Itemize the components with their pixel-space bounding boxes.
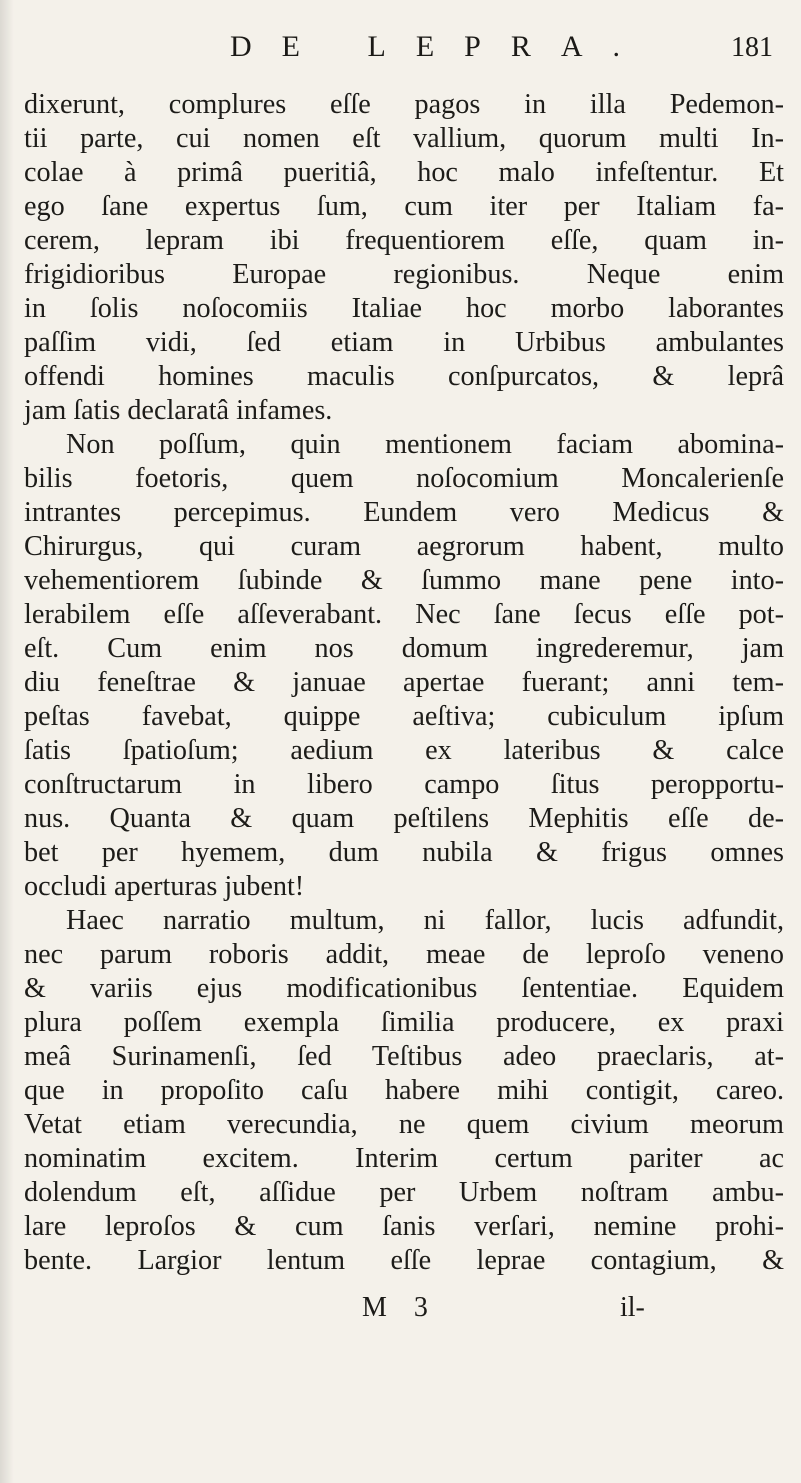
text-line: lerabilem eſſe aſſeverabant. Nec ſane ſecus eſſe pot- bbox=[24, 599, 784, 630]
text-line: in ſolis noſocomiis Italiae hoc morbo laborantes bbox=[24, 293, 784, 324]
text-line: meâ Surinamenſi, ſed Teſtibus adeo praeclaris, at- bbox=[24, 1041, 784, 1072]
text-line: intrantes percepimus. Eundem vero Medicus & bbox=[24, 497, 784, 528]
catchline bbox=[0, 1292, 801, 1328]
text-line: nus. Quanta & quam peſtilens Mephitis eſſe de- bbox=[24, 803, 784, 834]
text-line: plura poſſem exempla ſimilia producere, ex praxi bbox=[24, 1007, 784, 1038]
text-line: Non poſſum, quin mentionem faciam abomina- bbox=[66, 429, 784, 460]
text-line: bilis foetoris, quem noſocomium Moncalerienſe bbox=[24, 463, 784, 494]
text-line: Chirurgus, qui curam aegrorum habent, multo bbox=[24, 531, 784, 562]
text-line: paſſim vidi, ſed etiam in Urbibus ambulantes bbox=[24, 327, 784, 358]
text-line: occludi aperturas jubent! bbox=[24, 871, 305, 902]
text-line: Haec narratio multum, ni fallor, lucis adfundit, bbox=[66, 905, 784, 936]
text-line: dixerunt, complures eſſe pagos in illa Pedemon- bbox=[24, 89, 784, 120]
text-line: frigidioribus Europae regionibus. Neque enim bbox=[24, 259, 784, 290]
text-line: bet per hyemem, dum nubila & frigus omnes bbox=[24, 837, 784, 868]
page-number: 181 bbox=[731, 32, 773, 63]
text-line: peſtas favebat, quippe aeſtiva; cubiculum ipſum bbox=[24, 701, 784, 732]
text-line: nominatim excitem. Interim certum pariter ac bbox=[24, 1143, 784, 1174]
body-text bbox=[24, 88, 784, 1278]
text-line: & variis ejus modificationibus ſententiae. Equidem bbox=[24, 973, 784, 1004]
text-line: dolendum eſt, aſſidue per Urbem noſtram ambu- bbox=[24, 1177, 784, 1208]
running-head bbox=[0, 30, 801, 70]
text-line: vehementiorem ſubinde & ſummo mane pene into- bbox=[24, 565, 784, 596]
text-line: lare leproſos & cum ſanis verſari, nemine prohi- bbox=[24, 1211, 784, 1242]
text-line: que in propoſito caſu habere mihi contigit, careo. bbox=[24, 1075, 784, 1106]
text-line: conſtructarum in libero campo ſitus peropportu- bbox=[24, 769, 784, 800]
text-line: cerem, lepram ibi frequentiorem eſſe, quam in- bbox=[24, 225, 784, 256]
text-line: diu feneſtrae & januae apertae fuerant; anni tem- bbox=[24, 667, 784, 698]
text-line: Vetat etiam verecundia, ne quem civium meorum bbox=[24, 1109, 784, 1140]
text-line: nec parum roboris addit, meae de leproſo veneno bbox=[24, 939, 784, 970]
text-line: tii parte, cui nomen eſt vallium, quorum multi In- bbox=[24, 123, 784, 154]
catchword: il- bbox=[620, 1292, 645, 1323]
text-line: colae à primâ pueritiâ, hoc malo infeſtentur. Et bbox=[24, 157, 784, 188]
text-line: ſatis ſpatioſum; aedium ex lateribus & calce bbox=[24, 735, 784, 766]
text-line: bente. Largior lentum eſſe leprae contagium, & bbox=[24, 1245, 784, 1276]
running-head-title: DE LEPRA. bbox=[230, 30, 650, 63]
text-line: eſt. Cum enim nos domum ingrederemur, jam bbox=[24, 633, 784, 664]
text-line: ego ſane expertus ſum, cum iter per Italiam fa- bbox=[24, 191, 784, 222]
signature-mark: M 3 bbox=[362, 1292, 438, 1323]
text-line: jam ſatis declaratâ infames. bbox=[24, 395, 333, 426]
gutter-shadow bbox=[0, 0, 14, 1483]
text-line: offendi homines maculis conſpurcatos, & leprâ bbox=[24, 361, 784, 392]
